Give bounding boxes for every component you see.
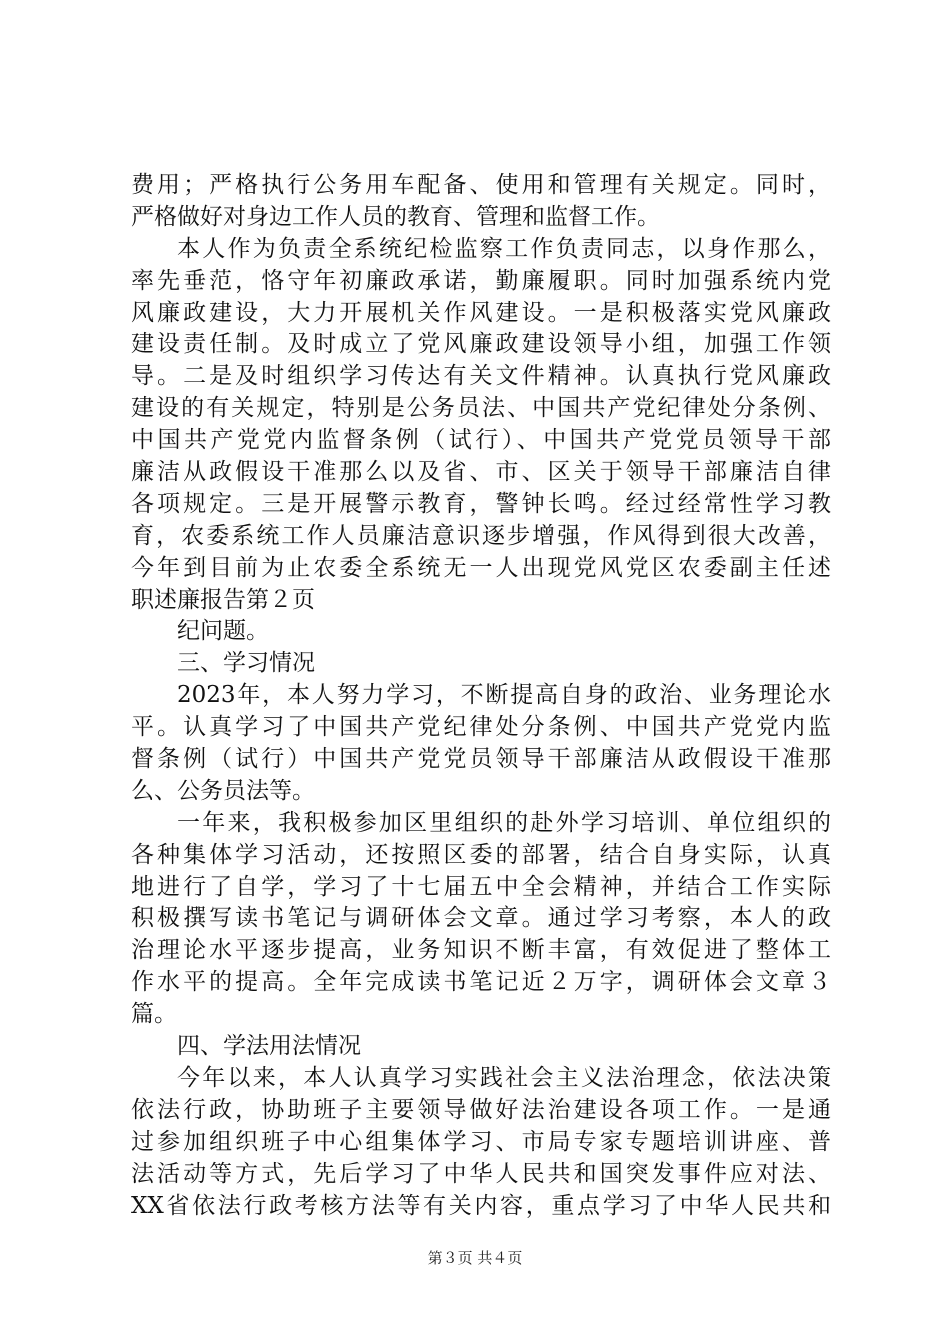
text-line: 风廉政建设，大力开展机关作风建设。一是积极落实党风廉政	[131, 299, 831, 326]
text-line: 法活动等方式，先后学习了中华人民共和国突发事件应对法、	[131, 1160, 831, 1187]
text-line: 中国共产党党内监督条例（试行）、中国共产党党员领导干部	[131, 427, 831, 454]
text-line: 建设的有关规定，特别是公务员法、中国共产党纪律处分条例、	[131, 395, 831, 422]
document-body	[131, 170, 831, 1222]
text-line: 严格做好对身边工作人员的教育、管理和监督工作。	[131, 203, 660, 230]
text-line: 各种集体学习活动，还按照区委的部署，结合自身实际，认真	[131, 841, 831, 868]
text-line: 作水平的提高。全年完成读书笔记近２万字，调研体会文章３	[131, 969, 831, 996]
text-line: 本人作为负责全系统纪检监察工作负责同志，以身作那么，	[177, 235, 831, 262]
text-line: 费用；严格执行公务用车配备、使用和管理有关规定。同时，	[131, 172, 831, 198]
text-line: 篇。	[131, 1001, 177, 1028]
text-line: 依法行政，协助班子主要领导做好法治建设各项工作。一是通	[131, 1096, 831, 1123]
text-line: 职述廉报告第２页	[131, 586, 315, 613]
text-line: 各项规定。三是开展警示教育，警钟长鸣。经过经常性学习教	[131, 490, 831, 517]
text-line: 导。二是及时组织学习传达有关文件精神。认真执行党风廉政	[131, 363, 831, 390]
text-line: 么、公务员法等。	[131, 777, 315, 804]
text-line: 平。认真学习了中国共产党纪律处分条例、中国共产党党内监	[131, 714, 831, 741]
text-line: 今年以来，本人认真学习实践社会主义法治理念，依法决策	[177, 1064, 831, 1091]
text-line: 育，农委系统工作人员廉洁意识逐步增强，作风得到很大改善，	[131, 522, 831, 549]
text-line: XX省依法行政考核方法等有关内容，重点学习了中华人民共和	[131, 1192, 831, 1219]
text-line: 过参加组织班子中心组集体学习、市局专家专题培训讲座、普	[131, 1128, 831, 1155]
text-line: 廉洁从政假设干准那么以及省、市、区关于领导干部廉洁自律	[131, 459, 831, 486]
text-line: 督条例（试行）中国共产党党员领导干部廉洁从政假设干准那	[131, 746, 831, 773]
text-line: 地进行了自学，学习了十七届五中全会精神，并结合工作实际	[131, 873, 831, 900]
text-line: 2023年，本人努力学习，不断提高自身的政治、业务理论水	[177, 682, 831, 709]
text-line: 建设责任制。及时成立了党风廉政建设领导小组，加强工作领	[131, 331, 831, 358]
page-number-footer: 第３页 共４页	[427, 1249, 523, 1267]
section-heading: 四、学法用法情况	[177, 1033, 361, 1060]
text-line: 纪问题。	[177, 618, 269, 645]
text-line: 率先垂范，恪守年初廉政承诺，勤廉履职。同时加强系统内党	[131, 267, 831, 294]
text-line: 积极撰写读书笔记与调研体会文章。通过学习考察，本人的政	[131, 905, 831, 932]
text-line: 今年到目前为止农委全系统无一人出现党风党区农委副主任述	[131, 554, 831, 581]
section-heading: 三、学习情况	[177, 650, 315, 677]
text-line: 一年来，我积极参加区里组织的赴外学习培训、单位组织的	[177, 809, 831, 836]
text-line: 治理论水平逐步提高，业务知识不断丰富，有效促进了整体工	[131, 937, 831, 964]
